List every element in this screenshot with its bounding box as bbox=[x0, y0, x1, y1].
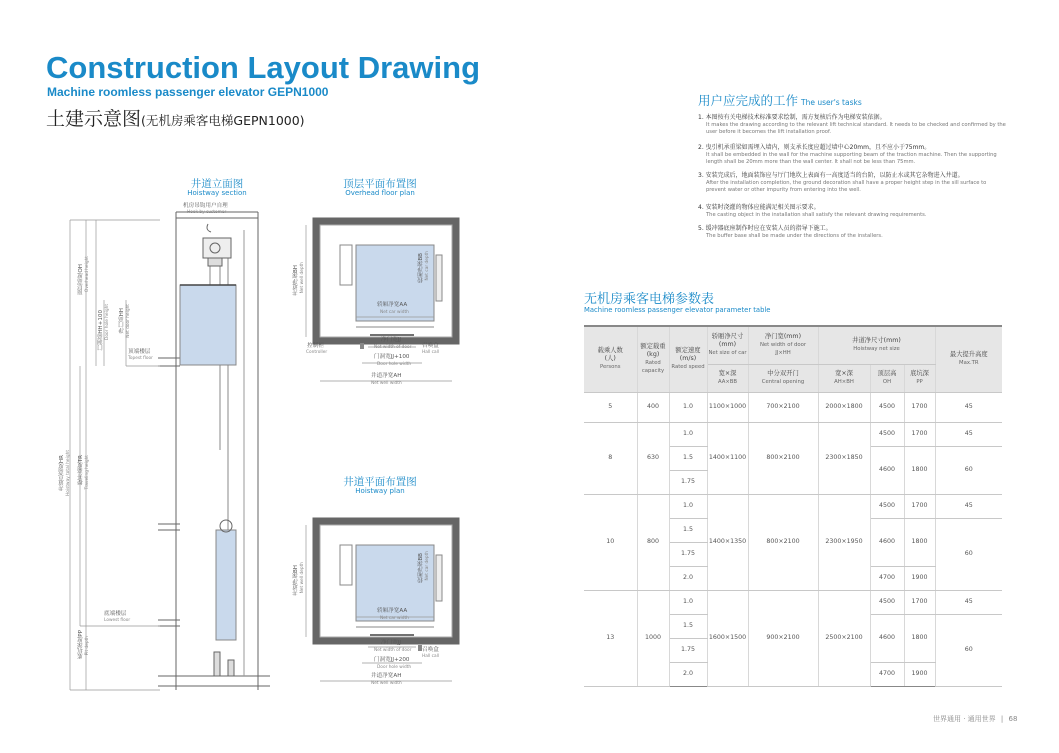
cell-well: 2500×2100 bbox=[818, 590, 870, 686]
hoistway-section-drawing bbox=[40, 200, 280, 700]
lowest-floor-label-en: Lowest floor bbox=[104, 618, 131, 623]
cell-persons: 5 bbox=[584, 392, 637, 422]
cell-pp: 1800 bbox=[904, 518, 935, 566]
oh-well-depth-cn: 井道净深BH bbox=[293, 265, 299, 296]
task-item-cn: 4. 安装时浇灌的物体应能满足相关图示要求。 bbox=[698, 204, 820, 211]
th-door: 净门宽(mm) Net width of door JJ×HH bbox=[748, 326, 818, 364]
table-row bbox=[584, 590, 1002, 614]
cell-persons: 10 bbox=[584, 494, 637, 590]
task-item-en: After the installation completion, the ground decoration shall have a proper height step in the sill surface to prevent water or other impurity from entering into the well. bbox=[706, 180, 987, 193]
footer-text: 世界通用 · 通用世界 bbox=[933, 715, 996, 723]
task-item bbox=[698, 204, 1008, 219]
cell-persons: 8 bbox=[584, 422, 637, 494]
cell-speed: 2.0 bbox=[669, 662, 707, 686]
oh-door-width-cn: 净门宽JJ bbox=[381, 337, 402, 343]
hp-hall-call-en: Hall call bbox=[422, 654, 440, 659]
overhead-plan-title-en: Overhead floor plan bbox=[345, 189, 415, 197]
task-item bbox=[698, 225, 1008, 240]
task-item bbox=[698, 144, 1008, 166]
cell-speed: 1.0 bbox=[669, 494, 707, 518]
user-tasks-title bbox=[698, 91, 862, 109]
hp-car-width-cn: 轿厢净宽AA bbox=[377, 608, 408, 614]
overhead-plan-title-cn: 顶层平面布置图 bbox=[343, 178, 417, 190]
cell-pp: 1700 bbox=[904, 392, 935, 422]
cell-car: 1100×1000 bbox=[707, 392, 748, 422]
cell-speed: 1.0 bbox=[669, 392, 707, 422]
param-table-title-en: Machine roomless passenger elevator parameter table bbox=[584, 306, 771, 314]
overhead-height-cn: 顶层高度OH bbox=[78, 264, 84, 296]
cell-door: 700×2100 bbox=[748, 392, 818, 422]
hp-well-depth-cn: 井道净深BH bbox=[293, 565, 299, 596]
oh-well-width-en: Net well width bbox=[371, 381, 402, 386]
param-header-row bbox=[584, 326, 1002, 364]
hp-door-width-en: Net width of door bbox=[374, 648, 412, 653]
cell-persons: 13 bbox=[584, 590, 637, 686]
oh-car-depth-cn: 轿厢净深BB bbox=[418, 253, 424, 284]
th-travel: 最大提升高度 Max.TR bbox=[935, 326, 1002, 392]
th-speed: 额定速度 (m/s) Rated speed bbox=[669, 326, 707, 392]
hoistway-plan-title-cn: 井道平面布置图 bbox=[343, 476, 417, 488]
cell-pp: 1700 bbox=[904, 494, 935, 518]
cell-well: 2000×1800 bbox=[818, 392, 870, 422]
oh-well-width-cn: 井道净宽AH bbox=[371, 373, 402, 379]
cell-oh: 4600 bbox=[870, 518, 904, 566]
cell-speed: 1.5 bbox=[669, 614, 707, 638]
cell-pp: 1800 bbox=[904, 446, 935, 494]
cell-speed: 1.75 bbox=[669, 638, 707, 662]
cell-speed: 2.0 bbox=[669, 566, 707, 590]
th-well-sub: 宽×深 AH×BH bbox=[818, 364, 870, 392]
oh-door-width-en: Net width of door bbox=[374, 345, 412, 350]
hp-car-depth-cn: 轿厢净深BB bbox=[418, 553, 424, 584]
oh-hall-call-cn: 召唤盒 bbox=[422, 343, 439, 349]
cell-capacity: 1000 bbox=[637, 590, 669, 686]
page-number: 68 bbox=[1008, 715, 1018, 723]
cell-well: 2300×1850 bbox=[818, 422, 870, 494]
task-item-cn: 2. 曳引机承重梁如需埋入墙内，则支承长度应超过墙中心20mm，且不应小于75mm。 bbox=[698, 144, 931, 151]
cell-capacity: 800 bbox=[637, 494, 669, 590]
cell-tr: 45 bbox=[935, 392, 1002, 422]
oh-hall-call-en: Hall call bbox=[422, 350, 440, 355]
cell-speed: 1.5 bbox=[669, 518, 707, 542]
cell-oh: 4700 bbox=[870, 662, 904, 686]
cell-door: 800×2100 bbox=[748, 494, 818, 590]
cell-oh: 4700 bbox=[870, 566, 904, 590]
cell-oh: 4500 bbox=[870, 422, 904, 446]
door-height-cn: 门洞高HH+100 bbox=[98, 310, 104, 351]
hook-label-cn: 机房吊钩用户自理 bbox=[183, 203, 228, 209]
oh-controller-cn: 控制柜 bbox=[307, 343, 324, 349]
travel-height-cn: 提升高度TR bbox=[78, 455, 84, 485]
hp-hole-width-cn: 门洞宽JJ+200 bbox=[374, 657, 410, 663]
task-item-en: It makes the drawing according to the relevant lift technical standard. It needs to be checked and confirmed by the user before it becomes the lift installation proof. bbox=[706, 122, 1006, 135]
cell-oh: 4500 bbox=[870, 392, 904, 422]
title-cn-main: 土建示意图 bbox=[46, 108, 142, 130]
oh-car-width-en: Net car width bbox=[380, 310, 409, 315]
hp-hall-call-cn: 召唤盒 bbox=[422, 647, 439, 653]
th-pp: 底坑深 PP bbox=[904, 364, 935, 392]
page-title-cn bbox=[46, 104, 305, 131]
door-height-en: Door hole height bbox=[105, 304, 110, 340]
hp-hole-width-en: Door hole width bbox=[377, 665, 412, 670]
pit-depth-en: Pit depth bbox=[85, 636, 90, 656]
hp-car-depth-en: Net car depth bbox=[425, 551, 430, 581]
cell-pp: 1900 bbox=[904, 662, 935, 686]
hp-car-width-en: Net car width bbox=[380, 616, 409, 621]
cell-car: 1600×1500 bbox=[707, 590, 748, 686]
pit-depth-cn: 底坑深度PP bbox=[78, 630, 84, 660]
cell-speed: 1.75 bbox=[669, 542, 707, 566]
th-car-sub: 宽×深 AA×BB bbox=[707, 364, 748, 392]
cell-tr: 60 bbox=[935, 446, 1002, 494]
total-height-en: Hoistway total height bbox=[66, 450, 71, 496]
title-cn-sub: (无机房乘客电梯GEPN1000) bbox=[141, 113, 305, 128]
oh-hole-width-cn: 门洞宽JJ+100 bbox=[374, 354, 410, 360]
param-table-title-cn: 无机房乘客电梯参数表 bbox=[584, 292, 715, 307]
hoistway-plan-title-en: Hoistway plan bbox=[355, 487, 405, 495]
cell-tr: 60 bbox=[935, 518, 1002, 590]
task-item bbox=[698, 172, 1008, 194]
hook-label-en: Hook by customer bbox=[187, 210, 227, 215]
cell-car: 1400×1350 bbox=[707, 494, 748, 590]
oh-well-depth-en: Net well depth bbox=[300, 262, 305, 294]
cell-speed: 1.0 bbox=[669, 422, 707, 446]
user-tasks-title-en: The user's tasks bbox=[801, 98, 862, 107]
cell-oh: 4600 bbox=[870, 614, 904, 662]
task-item-cn: 1. 本图按有关电梯技术标准要求绘制，需方复核后作为电梯安装依据。 bbox=[698, 114, 886, 121]
cell-speed: 1.75 bbox=[669, 470, 707, 494]
th-persons: 载乘人数 (人) Persons bbox=[584, 326, 637, 392]
cell-pp: 1700 bbox=[904, 422, 935, 446]
task-item bbox=[698, 114, 1008, 136]
th-capacity: 额定载重 (kg) Rated capacity bbox=[637, 326, 669, 392]
cell-tr: 60 bbox=[935, 614, 1002, 686]
top-floor-label-en: Topest floor bbox=[128, 356, 153, 361]
cell-pp: 1800 bbox=[904, 614, 935, 662]
hp-well-width-cn: 井道净宽AH bbox=[371, 673, 402, 679]
overhead-height-en: Overhead height bbox=[85, 256, 90, 293]
th-door-sub: 中分双开门 Central opening bbox=[748, 364, 818, 392]
cell-speed: 1.0 bbox=[669, 590, 707, 614]
task-item-cn: 5. 缓冲器底座制作时应在安装人员的指导下施工。 bbox=[698, 225, 832, 232]
cell-capacity: 630 bbox=[637, 422, 669, 494]
hp-well-depth-en: Net well depth bbox=[300, 562, 305, 594]
cell-speed: 1.5 bbox=[669, 446, 707, 470]
page-subtitle: Machine roomless passenger elevator GEPN1000 bbox=[47, 85, 329, 99]
task-item-en: The casting object in the installation shall satisfy the relevant drawing requirements. bbox=[706, 212, 927, 218]
oh-hole-width-en: Door hole width bbox=[377, 362, 412, 367]
cell-well: 2300×1950 bbox=[818, 494, 870, 590]
page-footer: 世界通用 · 通用世界 | 68 bbox=[933, 715, 1018, 723]
th-car: 轿厢净尺寸 (mm) Net size of car bbox=[707, 326, 748, 364]
cell-oh: 4500 bbox=[870, 590, 904, 614]
oh-car-width-cn: 轿厢净宽AA bbox=[377, 302, 408, 308]
table-row bbox=[584, 494, 1002, 518]
cell-door: 800×2100 bbox=[748, 422, 818, 494]
cell-tr: 45 bbox=[935, 422, 1002, 446]
cell-door: 900×2100 bbox=[748, 590, 818, 686]
oh-car-depth-en: Net car depth bbox=[425, 251, 430, 281]
cell-car: 1400×1100 bbox=[707, 422, 748, 494]
travel-height-en: Traveling height bbox=[85, 455, 90, 490]
th-well: 井道净尺寸(mm) Hoistway net size bbox=[818, 326, 935, 364]
lowest-floor-label-cn: 底端楼层 bbox=[104, 611, 127, 617]
cell-pp: 1900 bbox=[904, 566, 935, 590]
net-door-height-en: Net door height bbox=[126, 304, 131, 338]
table-row bbox=[584, 422, 1002, 446]
cell-pp: 1700 bbox=[904, 590, 935, 614]
task-item-cn: 3. 安装完成后，地面装饰应与厅门地坎上表面有一高度适当的台阶，以防止水或其它杂物进入井道。 bbox=[698, 172, 964, 179]
total-height-cn: 井道总高度HR bbox=[59, 455, 65, 492]
hp-well-width-en: Net well width bbox=[371, 681, 402, 686]
hoistway-section-title-en: Hoistway section bbox=[187, 189, 247, 197]
net-door-height-cn: 净门高HH bbox=[119, 308, 125, 334]
user-tasks-title-cn: 用户应完成的工作 bbox=[698, 93, 799, 108]
cell-oh: 4600 bbox=[870, 446, 904, 494]
task-item-en: It shall be embedded in the wall for the machine supporting beam of the traction machine. Then the supporting length shall be 20mm more than the wall center. It shall not be less than 75mm. bbox=[706, 152, 997, 165]
cell-tr: 45 bbox=[935, 590, 1002, 614]
hoistway-section-title-cn: 井道立面图 bbox=[190, 178, 244, 190]
oh-controller-en: Controller bbox=[306, 350, 328, 355]
param-table bbox=[584, 325, 1002, 687]
cell-oh: 4500 bbox=[870, 494, 904, 518]
cell-tr: 45 bbox=[935, 494, 1002, 518]
cell-capacity: 400 bbox=[637, 392, 669, 422]
task-item-en: The buffer base shall be made under the directions of the installers. bbox=[706, 233, 883, 239]
page-title: Construction Layout Drawing bbox=[46, 50, 480, 85]
top-floor-label-cn: 顶端楼层 bbox=[128, 349, 151, 355]
th-oh: 顶层高 OH bbox=[870, 364, 904, 392]
hp-door-width-cn: 净门宽JJ bbox=[381, 640, 402, 646]
table-row bbox=[584, 392, 1002, 422]
